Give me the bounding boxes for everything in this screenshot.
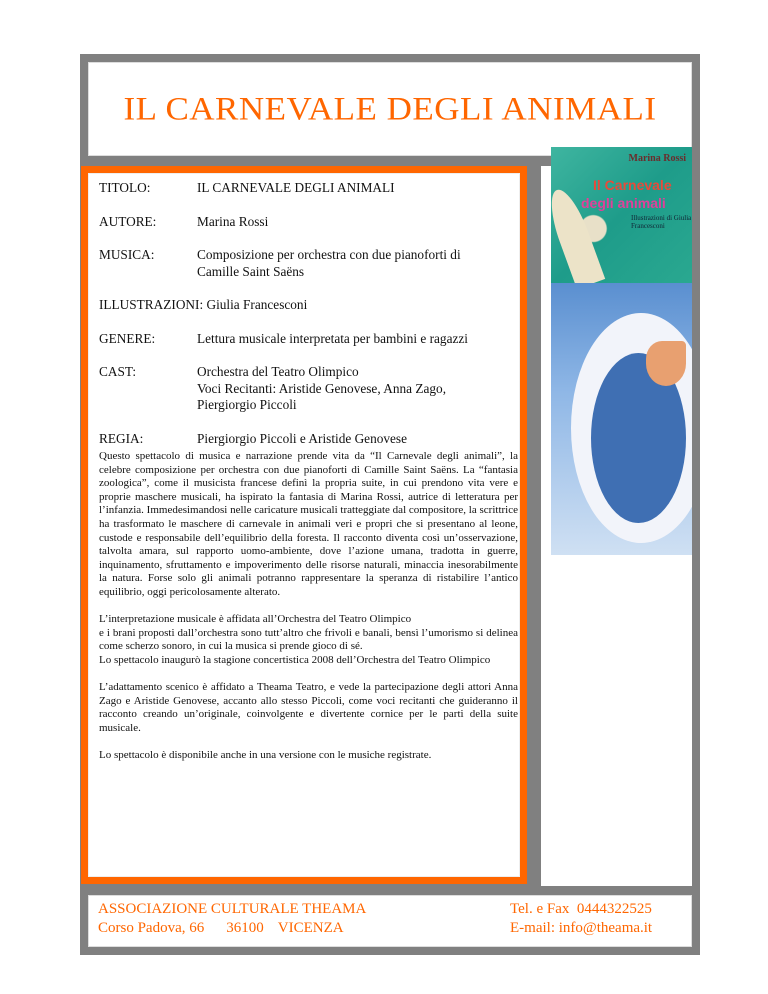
- paragraph-text: Questo spettacolo di musica e narrazione prende vita da “Il Carnevale degli animali”, la celebre composizione per orchestra con due pianoforti di Camille Saint Saëns. La “fantasia zoologica”, come il musicista francese definì la propria suite, in cui prendono vita vere e proprie maschere musicali, ha ispirato la fantasia di Marina Rossi, autrice di letteratura per l’infanzia. Immedesimandosi nelle caricature musicali tratteggiate dal compositore, la scrittrice ha trasformato le maschere di carnevale in animali veri e propri che si presentano al leone, custode e responsabile dell’equilibrio della foresta. Il racconto diventa così un’osservazione, talvolta amara, sul rapporto uomo-ambiente, dove l’azione umana, tradotta in guerre, inquinamento, sfruttamento e impoverimento delle risorse naturali, minaccia inesorabilmente la natura. Forse solo gli animali potranno rappresentare la speranza di ristabilire l’antico equilibrio, oggi pericolosamente alterato.: [99, 450, 518, 598]
- footer-zip: 36100: [226, 920, 264, 936]
- swan-beak: [646, 341, 686, 386]
- field-row: [99, 180, 519, 197]
- field-label: GENERE:: [99, 330, 156, 346]
- field-value: [197, 331, 519, 348]
- footer-org: ASSOCIAZIONE CULTURALE THEAMA: [98, 901, 367, 917]
- title-box: [88, 62, 692, 156]
- field-value-line: Voci Recitanti: Aristide Genovese, Anna Zago,: [197, 380, 447, 396]
- footer: [88, 895, 692, 947]
- field-value: [197, 431, 519, 448]
- cover-illustrator: Illustrazioni di Giulia Francesconi: [631, 214, 692, 230]
- cover-title-1: Il Carnevale: [593, 177, 672, 193]
- field-value-line: Piergiorgio Piccoli e Aristide Genovese: [197, 430, 408, 446]
- field-value: [197, 214, 519, 231]
- swan-illustration: [551, 283, 692, 555]
- page-title: IL CARNEVALE DEGLI ANIMALI: [123, 90, 657, 128]
- field-value: [197, 180, 519, 197]
- field-label: REGIA:: [99, 430, 144, 446]
- field-label: AUTORE:: [99, 213, 157, 229]
- field-value-line: Camille Saint Saëns: [197, 263, 305, 279]
- paragraph-text: Lo spettacolo è disponibile anche in una versione con le musiche registrate.: [99, 749, 432, 762]
- field-row: [99, 214, 519, 231]
- field-label: TITOLO:: [99, 180, 151, 195]
- paragraph-text: e i brani proposti dall’orchestra sono tutt’altro che frivoli e banali, bensì l’umorismo si delinea come scherzo sonoro, in cui la musica si prende gioco di sé.: [99, 626, 518, 653]
- field-row: [99, 331, 519, 348]
- footer-email[interactable]: E-mail: info@theama.it: [510, 920, 653, 936]
- paragraph-text: Lo spettacolo inaugurò la stagione concertistica 2008 dell’Orchestra del Teatro Olimpico: [99, 653, 491, 666]
- field-row: [99, 297, 519, 314]
- field-value: [197, 364, 519, 414]
- field-value: [197, 247, 519, 280]
- cover-author: Marina Rossi: [628, 153, 686, 164]
- field-row: [99, 364, 519, 414]
- footer-address: [98, 900, 366, 938]
- field-label: MUSICA:: [99, 247, 155, 262]
- paragraph: [99, 613, 518, 667]
- paragraph: [99, 450, 518, 600]
- field-value-line: Composizione per orchestra con due pianoforti di: [197, 247, 461, 262]
- footer-street: Corso Padova, 66: [98, 920, 205, 936]
- field-value-line: Piergiorgio Piccoli: [197, 397, 297, 412]
- description: [99, 450, 518, 776]
- field-label: ILLUSTRAZIONI: Giulia Francesconi: [99, 297, 308, 312]
- paragraph-text: L’adattamento scenico è affidato a Theama Teatro, e vede la partecipazione degli attori Anna Zago e Aristide Genovese, accanto allo stesso Piccoli, come voci recitanti che guideranno il racconto creando un’originale, coinvolgente e divertente cornice per le parti della suite musicale.: [99, 681, 518, 734]
- footer-contacts: [510, 900, 652, 938]
- field-row: [99, 247, 519, 280]
- info-fields: [99, 180, 519, 464]
- content-panel: [88, 173, 520, 877]
- field-row: [99, 431, 519, 448]
- field-value-line: Orchestra del Teatro Olimpico: [197, 364, 359, 379]
- book-cover-image: [551, 147, 692, 283]
- footer-city: VICENZA: [277, 920, 344, 936]
- paragraph: [99, 681, 518, 735]
- field-value-line: Lettura musicale interpretata per bambini e ragazzi: [197, 330, 468, 346]
- paragraph: [99, 749, 518, 763]
- cover-title-2: degli animali: [581, 195, 666, 211]
- field-label: CAST:: [99, 364, 137, 379]
- footer-phone: Tel. e Fax 0444322525: [510, 901, 652, 917]
- field-value-line: IL CARNEVALE DEGLI ANIMALI: [197, 180, 395, 195]
- paragraph-text: L’interpretazione musicale è affidata all’Orchestra del Teatro Olimpico: [99, 613, 412, 626]
- field-value-line: Marina Rossi: [197, 213, 269, 229]
